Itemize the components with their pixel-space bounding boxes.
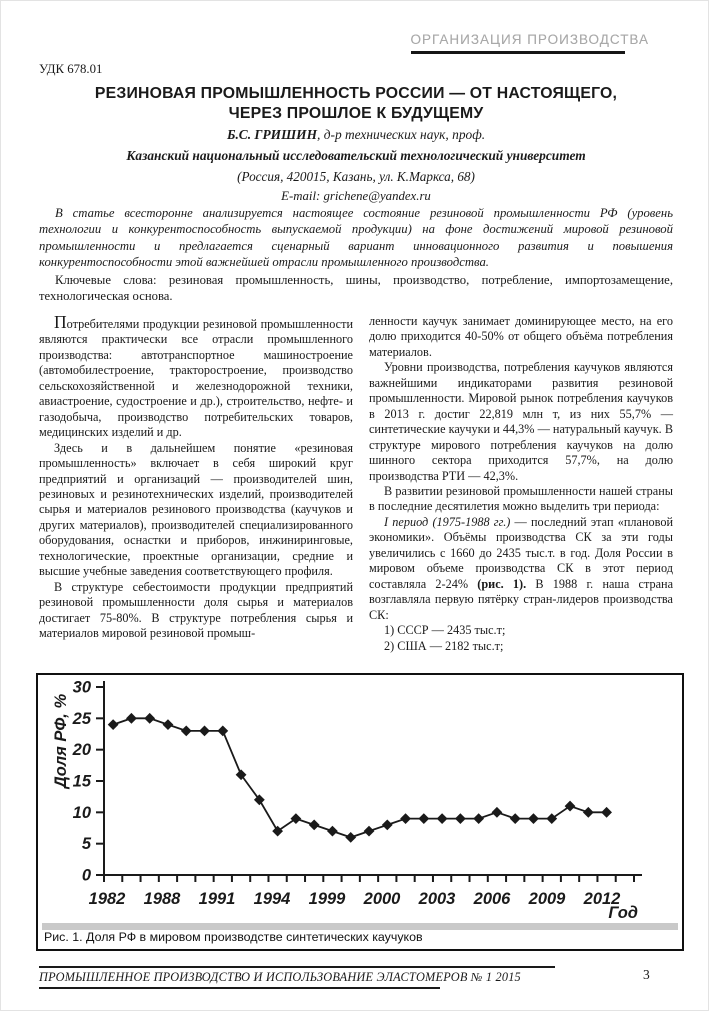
footer-rule-bottom [39,987,440,989]
data-markers [108,713,612,843]
data-point [437,813,448,824]
author-line [39,127,673,143]
paragraph-text: отребителями продукции резиновой промышленности являются практически все отрасли промышленного производства: автотранспортное машиностроение (автомобилестроение, тракторостроение, производство сельскохозяйственной и железнодорожной техники, авиастроение, судостроение и др.), строительство, нефте- и газодобыча, производство потребительских товаров, медицинских изделий и др. [39,317,353,440]
paragraph: Здесь и в дальнейшем понятие «резиновая промышленность» включает в себя широкий круг предприятий и организаций — производителей шин, резиновых и резинотехнических изделий, производителей сырья и материалов резинового производства (каучуков и других материалов), производителей специализированного оборудования, оснастки и приборов, инжиниринговые, технологические, проектные организации, средние и высшие учебные заведения соответствующего профиля. [39,440,353,579]
data-point [601,807,612,818]
data-point [400,813,411,824]
data-point [181,725,192,736]
list-item: 1) СССР — 2435 тыс.т; [384,623,506,638]
svg-text:2006: 2006 [473,890,511,908]
data-point [217,725,228,736]
affiliation-address: (Россия, 420015, Казань, ул. К.Маркса, 68) [237,169,475,184]
x-axis-title: Год [608,904,638,921]
data-point [144,713,155,724]
paragraph-initial-cap: П [54,312,67,332]
data-point [510,813,521,824]
paragraph [39,314,353,441]
figure-caption-band [42,923,678,930]
svg-text:1991: 1991 [198,890,236,908]
svg-text:15: 15 [72,772,91,791]
data-point [565,801,576,812]
svg-text:2012: 2012 [583,890,621,908]
svg-text:1999: 1999 [308,890,346,908]
svg-text:5: 5 [81,835,91,854]
data-point [327,826,338,837]
list-item: 2) США — 2182 тыс.т; [384,638,504,653]
author-degree: , д-р технических наук, проф. [317,127,486,142]
paragraph: Уровни производства, потребления каучуков являются важнейшими индикаторами развития резиновой промышленности. Мировой рынок потребления каучуков в 2013 г. достиг 22,819 млн т, из них 55,7% — синтетические каучуки и 44,3% — натуральный каучук. В структуре мирового потребления каучуков на долю шинного сектора приходится 57,7%, на долю производства РТИ — 42,3%. [369,360,673,483]
author-block [39,127,673,204]
svg-text:10: 10 [72,803,91,822]
footer-rule-top [39,966,555,968]
svg-text:2000: 2000 [363,890,401,908]
chart-axes [96,681,642,882]
udc-label: УДК 678.01 [39,62,103,76]
period-label: I период (1975-1988 гг.) [384,514,511,529]
article-title [39,84,673,123]
svg-text:25: 25 [72,709,91,728]
affiliation: Казанский национальный исследовательский технологический университет [126,148,586,163]
data-point [546,813,557,824]
svg-text:0: 0 [81,866,91,885]
y-axis-title: Доля РФ, % [52,693,70,789]
chart-axis-labels [52,679,638,922]
paragraph-text: — последний этап «плановой экономики». Объёмы производства СК за эти годы увеличились с 1660 до 2435 тыс.т. в год. Доля России в мировом объеме производства СК в этот период составляла 2-24% [369,514,673,591]
body-column-left [39,314,353,642]
data-point [309,819,320,830]
page-number: 3 [643,967,650,982]
svg-text:30: 30 [72,678,91,697]
data-point [418,813,429,824]
svg-text:20: 20 [72,741,91,760]
data-point [492,807,503,818]
data-point [364,826,375,837]
author-email: E-mail: grichene@yandex.ru [281,189,431,203]
article-title-line1: РЕЗИНОВАЯ ПРОМЫШЛЕННОСТЬ РОССИИ — ОТ НАСТОЯЩЕГО, [94,85,618,102]
data-point [473,813,484,824]
journal-section-header [411,32,650,54]
keywords-text: Ключевые слова: резиновая промышленность, шины, производство, потребление, импортозамещение, технологическая основа. [39,273,673,304]
figure-caption: Рис. 1. Доля РФ в мировом производстве синтетических каучуков [44,930,423,944]
paragraph [369,515,673,623]
paragraph: ленности каучук занимает доминирующее место, на его долю приходится 40-50% от общего объёма потребления материалов. [369,314,673,359]
data-point [345,832,356,843]
data-point [163,719,174,730]
data-point [290,813,301,824]
data-point [455,813,466,824]
data-point [382,819,393,830]
figure-reference: (рис. 1). [477,576,527,591]
abstract-text: В статье всесторонне анализируется настоящее состояние резиновой промышленности РФ (уровень технологии и конкурентоспособность выпускаемой продукции) на фоне достижений мировой резиновой промышленности и предлагается сценарный вариант инновационного развития и повышения конкурентоспособности этой важнейшей отрасли промышленного производства. [39,206,673,270]
paragraph: В структуре себестоимости продукции предприятий резиновой промышленности доля сырья и материалов достигает 75-80%. В структуре потребления сырья и материалов мировой резиновой промыш- [39,579,353,641]
svg-text:1988: 1988 [143,890,181,908]
data-point [126,713,137,724]
data-point [199,725,210,736]
article-title-line2: ЧЕРЕЗ ПРОШЛОЕ К БУДУЩЕМУ [228,104,484,122]
journal-section-label: ОРГАНИЗАЦИЯ ПРОИЗВОДСТВА [410,32,649,47]
share-chart-svg [38,675,682,921]
svg-text:1994: 1994 [253,890,291,908]
author-name: Б.С. ГРИШИН [226,127,318,142]
svg-text:1982: 1982 [88,890,126,908]
paragraph-text: В 1988 г. наша страна возглавляла первую пятёрку стран-лидеров производства СК: [369,576,674,622]
data-point [108,719,119,730]
footer-journal: ПРОМЫШЛЕННОЕ ПРОИЗВОДСТВО И ИСПОЛЬЗОВАНИЕ ЭЛАСТОМЕРОВ № 1 2015 [39,970,521,984]
data-point [583,807,594,818]
figure-1-box [36,673,684,951]
paragraph: В развитии резиновой промышленности нашей страны в последние десятилетия можно выделить три периода: [369,483,673,514]
data-point [272,826,283,837]
svg-text:2003: 2003 [418,890,456,908]
body-column-right [369,314,673,654]
section-underline [411,51,625,54]
data-point [528,813,539,824]
svg-text:2009: 2009 [528,890,566,908]
